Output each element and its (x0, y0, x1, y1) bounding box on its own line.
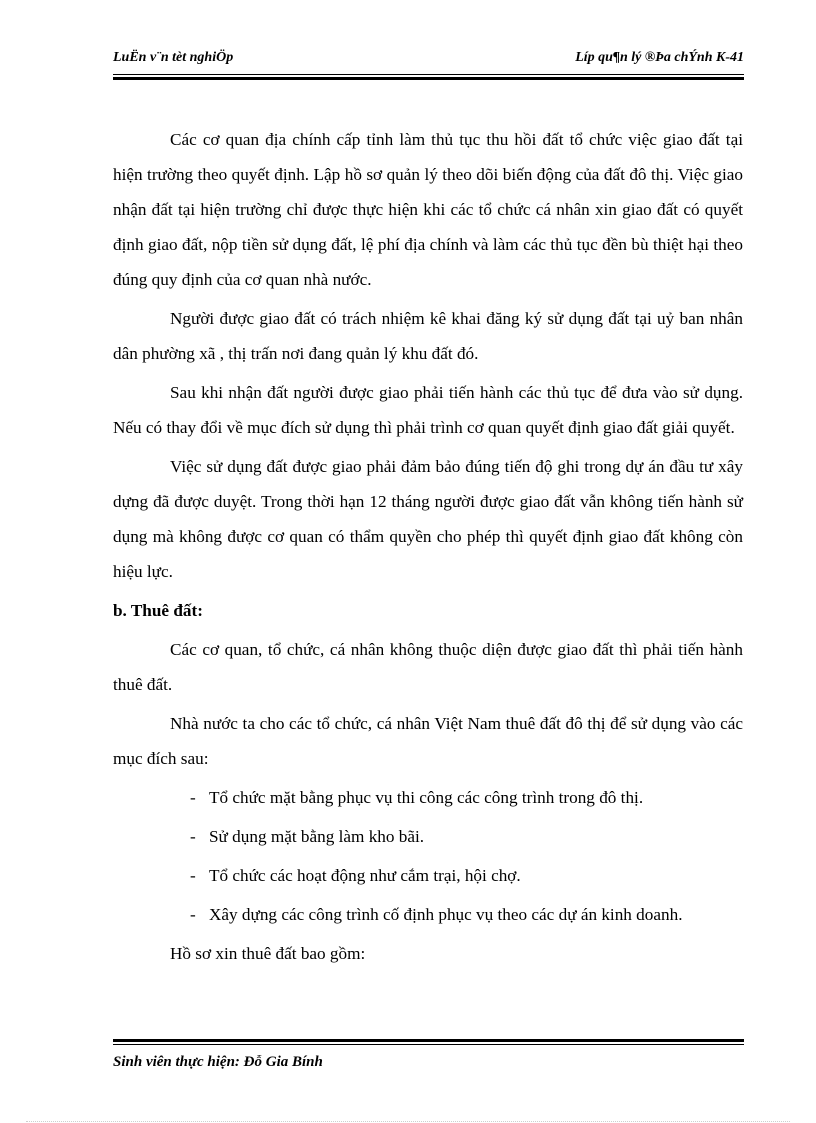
footer-rule-thick (113, 1039, 744, 1042)
paragraph: Các cơ quan, tổ chức, cá nhân không thuộc diện được giao đất thì phải tiến hành thuê đất. (113, 640, 743, 694)
bullet-marker: - (190, 866, 196, 885)
footer-student-name: Sinh viên thực hiện: Đỗ Gia Bính (113, 1054, 323, 1070)
list-item (113, 897, 743, 932)
header-rule-thin (113, 74, 744, 75)
list-item-text: Tổ chức mặt bằng phục vụ thi công các công trình trong đô thị. (209, 788, 644, 807)
list-item-text: Tổ chức các hoạt động như cắm trại, hội chợ. (209, 866, 521, 885)
paragraph: Người được giao đất có trách nhiệm kê khai đăng ký sử dụng đất tại uỷ ban nhân dân phường xã , thị trấn nơi đang quản lý khu đất đó. (113, 309, 743, 363)
page-edge-dotted-line (26, 1121, 790, 1122)
bullet-list (113, 780, 743, 932)
bullet-marker: - (190, 788, 196, 807)
header-class-name: Líp qu¶n lý ®Þa chÝnh K-41 (575, 50, 744, 65)
list-item-text: Sử dụng mặt bằng làm kho bãi. (209, 827, 425, 846)
paragraph: Các cơ quan địa chính cấp tỉnh làm thủ tục thu hồi đất tổ chức việc giao đất tại hiện trường theo quyết định. Lập hồ sơ quản lý theo dõi biến động của đất đô thị. Việc giao nhận đất tại hiện trường chỉ được thực hiện khi các tổ chức cá nhân xin giao đất có quyết định giao đất, nộp tiền sử dụng đất, lệ phí địa chính và làm các thủ tục đền bù thiệt hại theo đúng quy định của cơ quan nhà nước. (113, 130, 743, 289)
header-thesis-title: LuËn v¨n tèt nghiÖp (113, 50, 234, 65)
list-item-text: Xây dựng các công trình cố định phục vụ theo các dự án kinh doanh. (209, 905, 683, 924)
page-body (113, 122, 743, 975)
section-heading: b. Thuê đất: (113, 601, 203, 620)
paragraph: Sau khi nhận đất người được giao phải tiến hành các thủ tục để đưa vào sử dụng. Nếu có thay đổi về mục đích sử dụng thì phải trình cơ quan quyết định giao đất giải quyết. (113, 383, 743, 437)
list-item (113, 780, 743, 815)
list-item (113, 858, 743, 893)
header-rule-thick (113, 77, 744, 80)
bullet-marker: - (190, 827, 196, 846)
bullet-marker: - (190, 905, 196, 924)
page-header (113, 50, 744, 70)
paragraph: Hồ sơ xin thuê đất bao gồm: (170, 944, 366, 963)
paragraph: Việc sử dụng đất được giao phải đảm bảo đúng tiến độ ghi trong dự án đầu tư xây dựng đã được duyệt. Trong thời hạn 12 tháng người được giao đất vẫn không tiến hành sử dụng mà không được cơ quan có thẩm quyền cho phép thì quyết định giao đất không còn hiệu lực. (113, 457, 743, 581)
list-item (113, 819, 743, 854)
footer-rule-thin (113, 1044, 744, 1045)
paragraph: Nhà nước ta cho các tổ chức, cá nhân Việt Nam thuê đất đô thị để sử dụng vào các mục đích sau: (113, 714, 743, 768)
